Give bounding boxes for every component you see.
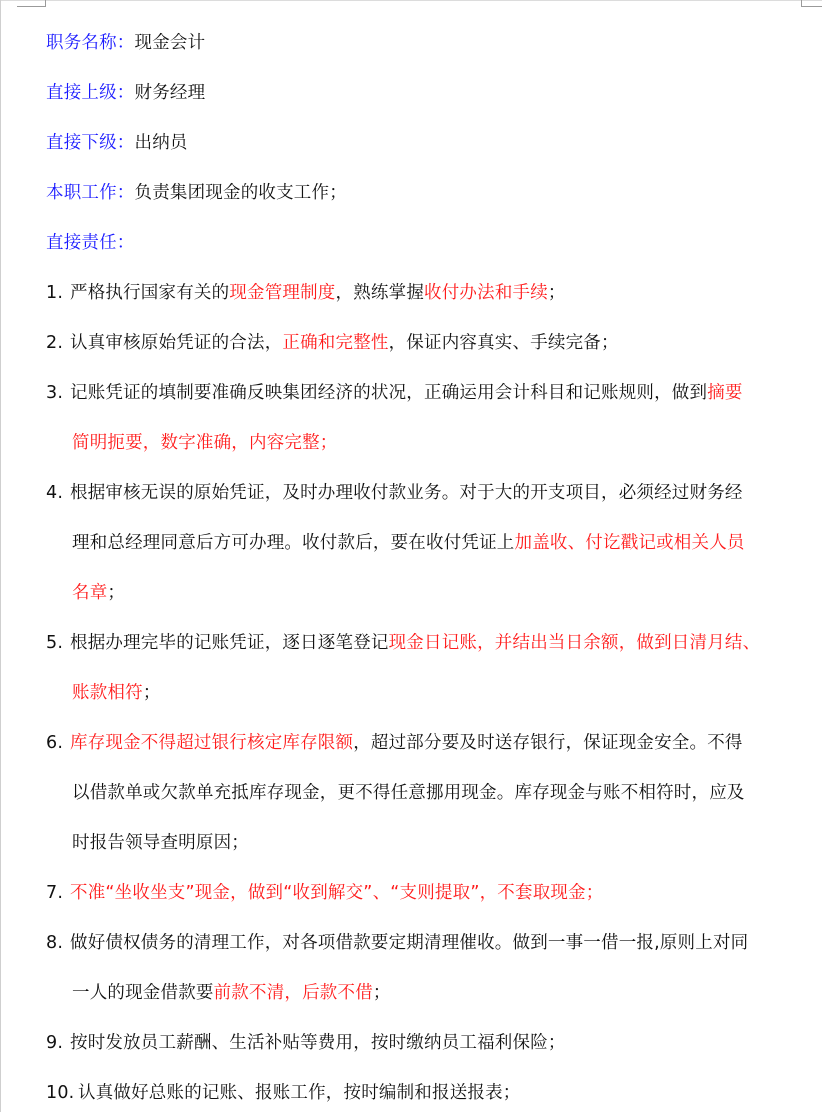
body-text: 记账凭证的填制要准确反映集团经济的状况，正确运用会计科目和记账规则，做到 (70, 383, 708, 403)
list-item (46, 268, 806, 318)
list-item (46, 1068, 806, 1118)
body-text: 严格执行国家有关的 (70, 283, 230, 303)
list-item-number: 9. (46, 1033, 64, 1053)
body-text: 根据审核无误的原始凭证，及时办理收付款业务。对于大的开支项目，必须经过财务经 (70, 483, 743, 503)
list-item-number: 6. (46, 733, 64, 753)
highlighted-text: 不准“坐收坐支”现金，做到“收到解交”、“支则提取”，不套取现金； (70, 883, 604, 903)
field-direct-superior (46, 68, 806, 118)
list-item (46, 918, 806, 1018)
body-text: 一人的现金借款要 (72, 983, 214, 1003)
list-item-continuation-line (46, 818, 806, 868)
list-item (46, 618, 806, 718)
highlighted-text: 简明扼要，数字准确，内容完整； (72, 433, 338, 453)
margin-corner-mark-right (801, 0, 822, 7)
field-direct-responsibilities (46, 218, 806, 268)
field-job-title (46, 18, 806, 68)
margin-corner-mark-left (17, 0, 46, 7)
highlighted-text: 前款不清，后款不借 (213, 983, 373, 1003)
body-text: ； (372, 983, 391, 1003)
field-label: 直接上级： (46, 83, 135, 103)
field-value: 财务经理 (134, 83, 206, 103)
body-text: 时报告领导查明原因； (72, 833, 249, 853)
list-item (46, 368, 806, 468)
list-item (46, 1018, 806, 1068)
list-item-number: 8. (46, 933, 64, 953)
list-item-number: 4. (46, 483, 64, 503)
list-item-first-line (46, 468, 806, 518)
list-item-number: 1. (46, 283, 64, 303)
page-top-edge (0, 0, 822, 1)
field-label: 本职工作： (46, 183, 135, 203)
body-text: ； (107, 583, 126, 603)
list-item-continuation-line (46, 418, 806, 468)
list-item-first-line (46, 268, 806, 318)
list-item-first-line (46, 618, 806, 668)
highlighted-text: 名章 (72, 583, 108, 603)
list-item-first-line (46, 718, 806, 768)
highlighted-text: 正确和完整性 (282, 333, 389, 353)
list-item (46, 318, 806, 368)
body-text: ，超过部分要及时送存银行，保证现金安全。不得 (353, 733, 743, 753)
list-item-first-line (46, 368, 806, 418)
field-label: 直接下级： (46, 133, 135, 153)
body-text: ； (547, 283, 566, 303)
body-text: ，保证内容真实、手续完备； (388, 333, 619, 353)
list-item-continuation-line (46, 568, 806, 618)
body-text: 以借款单或欠款单充抵库存现金，更不得任意挪用现金。库存现金与账不相符时，应及 (72, 783, 745, 803)
list-item-continuation-line (46, 668, 806, 718)
highlighted-text: 加盖收、付讫戳记或相关人员 (514, 533, 745, 553)
list-item-first-line (46, 918, 806, 968)
field-value: 负责集团现金的收支工作； (134, 183, 347, 203)
field-main-work (46, 168, 806, 218)
body-text: 理和总经理同意后方可办理。收付款后，要在收付凭证上 (72, 533, 515, 553)
list-item (46, 868, 806, 918)
list-item-number: 2. (46, 333, 64, 353)
body-text: 认真做好总账的记账、报账工作，按时编制和报送报表； (78, 1083, 521, 1103)
highlighted-text: 账款相符 (72, 683, 143, 703)
list-item-number: 7. (46, 883, 64, 903)
body-text: 按时发放员工薪酬、生活补贴等费用，按时缴纳员工福利保险； (70, 1033, 566, 1053)
list-item-first-line (46, 1068, 806, 1118)
body-text: 做好债权债务的清理工作，对各项借款要定期清理催收。做到一事一借一报,原则上对同 (70, 933, 749, 953)
field-direct-subordinate (46, 118, 806, 168)
body-text: 根据办理完毕的记账凭证，逐日逐笔登记 (70, 633, 389, 653)
list-item-number: 10. (46, 1083, 75, 1103)
highlighted-text: 现金日记账，并结出当日余额，做到日清月结、 (388, 633, 761, 653)
list-item (46, 468, 806, 618)
list-item-first-line (46, 868, 806, 918)
list-item-continuation-line (46, 518, 806, 568)
list-item (46, 718, 806, 868)
field-value: 出纳员 (134, 133, 188, 153)
highlighted-text: 收付办法和手续 (424, 283, 548, 303)
field-label: 直接责任： (46, 233, 135, 253)
list-item-first-line (46, 1018, 806, 1068)
list-item-number: 3. (46, 383, 64, 403)
list-item-continuation-line (46, 968, 806, 1018)
field-label: 职务名称： (46, 33, 135, 53)
list-item-number: 5. (46, 633, 64, 653)
document-body (46, 18, 806, 1118)
highlighted-text: 摘要 (707, 383, 743, 403)
page-left-edge (0, 0, 1, 1112)
list-item-first-line (46, 318, 806, 368)
field-value: 现金会计 (134, 33, 206, 53)
body-text: ； (142, 683, 161, 703)
body-text: 认真审核原始凭证的合法， (70, 333, 283, 353)
responsibility-list (46, 268, 806, 1118)
body-text: ，熟练掌握 (335, 283, 425, 303)
highlighted-text: 库存现金不得超过银行核定库存限额 (70, 733, 354, 753)
list-item-continuation-line (46, 768, 806, 818)
highlighted-text: 现金管理制度 (229, 283, 336, 303)
